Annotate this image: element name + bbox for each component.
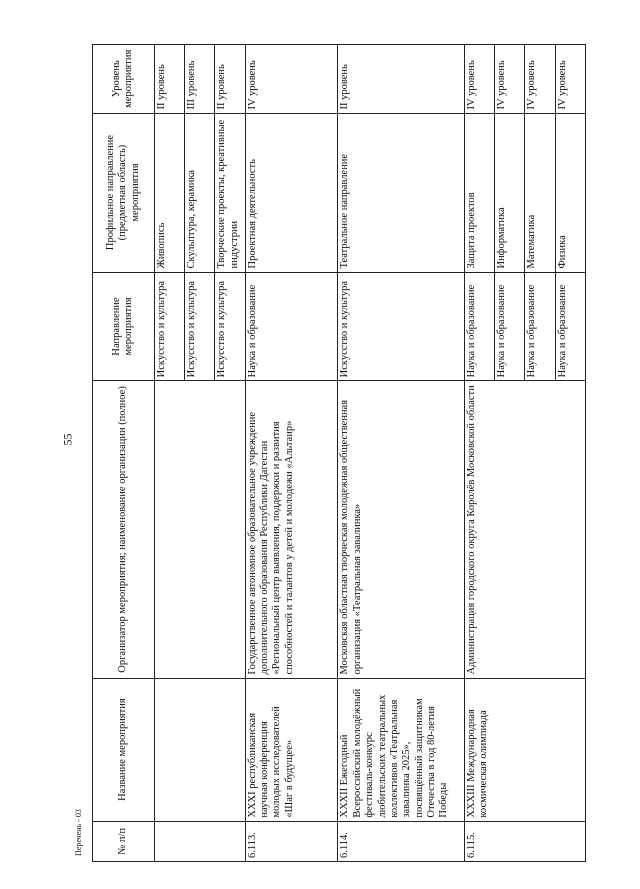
cell-organizer [154, 381, 245, 678]
cell-num: 6.115. [464, 821, 585, 861]
cell-organizer: Государственное автономное образовательное учреждение дополнительного образования Республики Дагестан «Региональный центр выявления, поддержки и развития способностей и талантов у детей и молодежи «Альтаир» [245, 381, 338, 678]
cell-direction: Искусство и культура [184, 272, 214, 381]
cell-direction: Наука и образование [245, 272, 338, 381]
header-name: Название мероприятия [93, 678, 155, 821]
cell-level: III уровень [184, 45, 214, 114]
footer-code: Перечень - 03 [74, 809, 83, 856]
cell-num: 6.114. [338, 821, 464, 861]
cell-level: IV уровень [525, 45, 555, 114]
cell-profile: Физика [555, 113, 585, 272]
header-direction: Направление мероприятия [93, 272, 155, 381]
cell-num: 6.113. [245, 821, 338, 861]
cell-direction: Искусство и культура [215, 272, 245, 381]
rotated-table-container [92, 44, 586, 862]
cell-level: II уровень [338, 45, 464, 114]
cell-profile: Скульптура, керамика [184, 113, 214, 272]
table-header-row [93, 45, 155, 862]
table-row [245, 45, 338, 862]
cell-level: IV уровень [464, 45, 494, 114]
cell-name: XXXII Ежегодный Всероссийский молодёжный фестиваль-конкурс любительских театральных коллективов «Театральная завалинка 2025», посвящённый защитникам Отечества в год 80-летия Победы [338, 678, 464, 821]
cell-direction: Искусство и культура [338, 272, 464, 381]
cell-level: IV уровень [245, 45, 338, 114]
cell-profile: Живопись [154, 113, 184, 272]
table-row [464, 45, 494, 862]
cell-profile: Защита проектов [464, 113, 494, 272]
cell-direction: Наука и образование [464, 272, 494, 381]
cell-organizer: Московская областная творческая молодежная общественная организация «Театральная завалинка» [338, 381, 464, 678]
cell-direction: Искусство и культура [154, 272, 184, 381]
header-organizer: Организатор мероприятия; наименование организации (полное) [93, 381, 155, 678]
cell-profile: Математика [525, 113, 555, 272]
table-row [338, 45, 464, 862]
cell-level: II уровень [154, 45, 184, 114]
events-table [92, 44, 586, 862]
cell-direction: Наука и образование [555, 272, 585, 381]
cell-organizer: Администрация городского округа Королёв Московской области [464, 381, 585, 678]
cell-direction: Наука и образование [525, 272, 555, 381]
cell-level: II уровень [215, 45, 245, 114]
cell-profile: Театральное направление [338, 113, 464, 272]
header-level: Уровень мероприятия [93, 45, 155, 114]
page-number: 55 [60, 433, 75, 446]
cell-direction: Наука и образование [495, 272, 525, 381]
header-profile: Профильное направление (предметная область) мероприятия [93, 113, 155, 272]
cell-num [154, 821, 245, 861]
cell-level: IV уровень [555, 45, 585, 114]
cell-name: XXXIII Международная космическая олимпиада [464, 678, 585, 821]
cell-name: XXXI республиканская научная конференция молодых исследователей «Шаг в будущее» [245, 678, 338, 821]
header-num: № п/п [93, 821, 155, 861]
cell-profile: Информатика [495, 113, 525, 272]
cell-name [154, 678, 245, 821]
cell-profile: Творческие проекты, креативные индустрии [215, 113, 245, 272]
table-row [154, 45, 184, 862]
cell-profile: Проектная деятельность [245, 113, 338, 272]
cell-level: IV уровень [495, 45, 525, 114]
